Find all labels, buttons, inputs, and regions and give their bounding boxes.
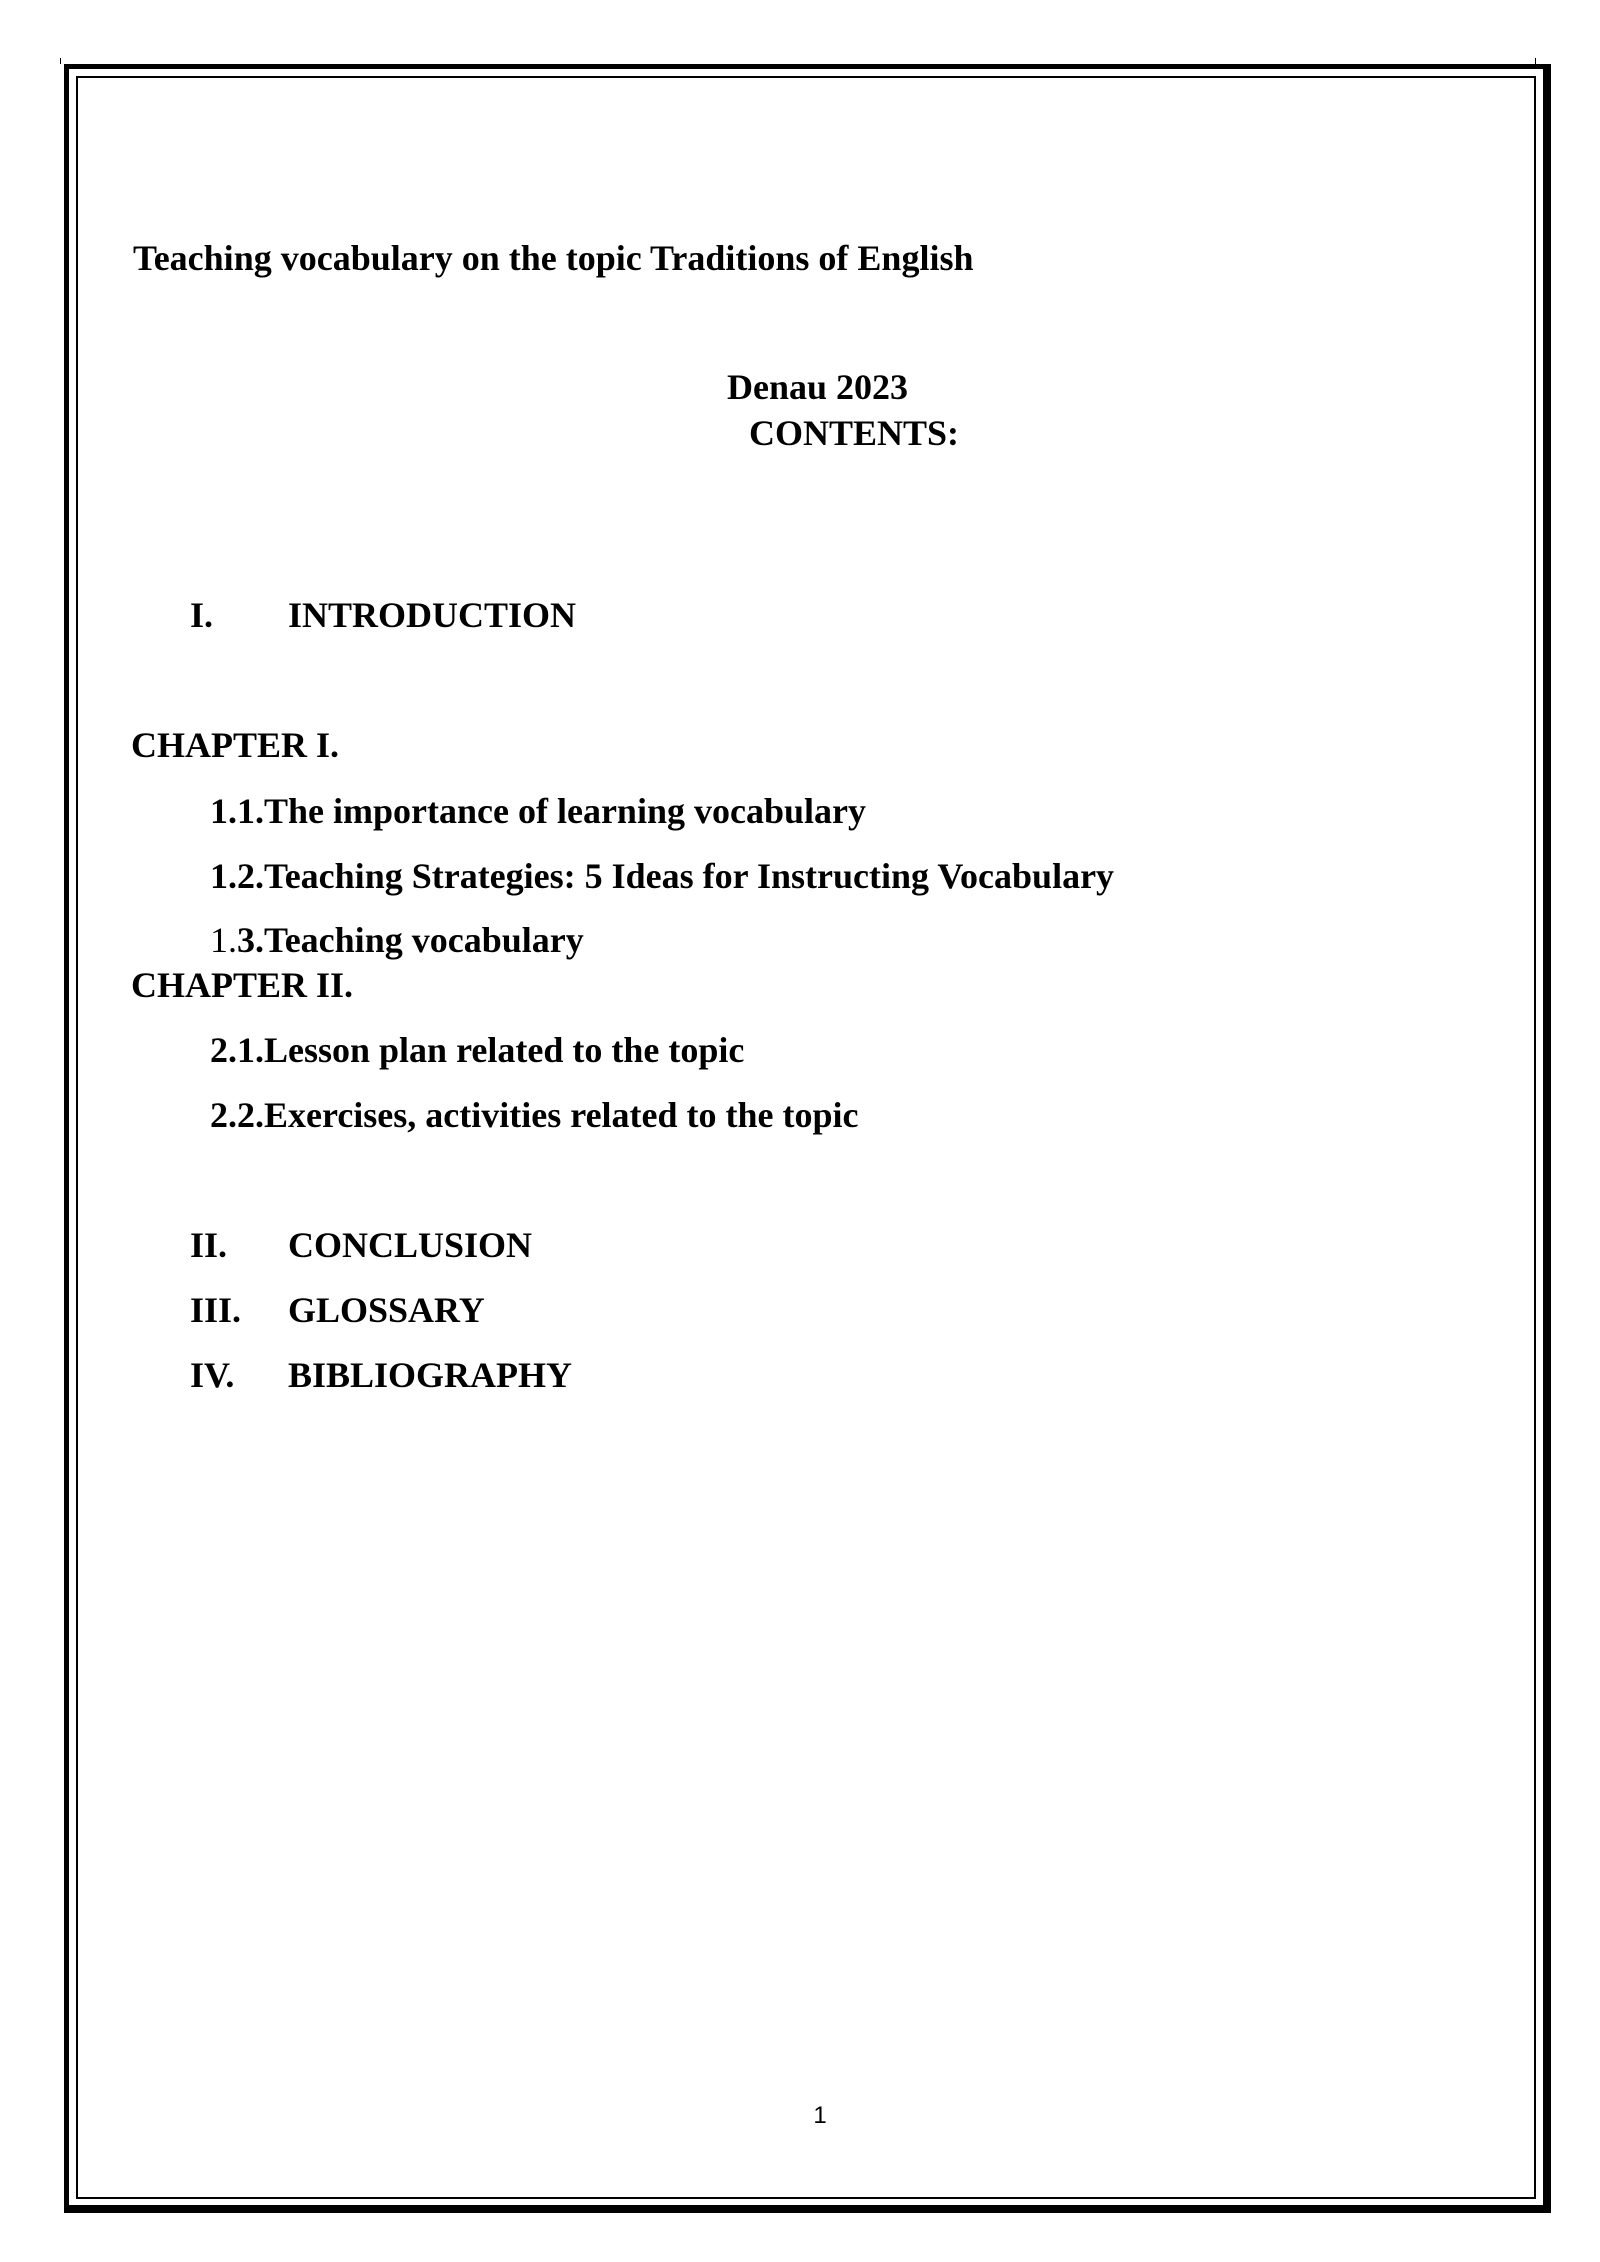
toc-subentry-number: 1.2. xyxy=(210,856,264,896)
toc-subentry-label: The importance of learning vocabulary xyxy=(264,791,866,831)
toc-subentry-label: Teaching vocabulary xyxy=(264,920,584,960)
toc-subentry-number-bold: 3. xyxy=(237,920,264,960)
place-year: Denau 2023 xyxy=(727,367,909,407)
toc-entry-label: CONCLUSION xyxy=(288,1225,533,1265)
toc-subentry-number: 1.1. xyxy=(210,791,264,831)
toc-entry-label: BIBLIOGRAPHY xyxy=(288,1355,573,1395)
toc-subentry-number: 2.2. xyxy=(210,1095,264,1135)
page-number: 1 xyxy=(813,2102,827,2129)
toc-subentry-number: 2.1. xyxy=(210,1030,264,1070)
toc-subentry-1-2 xyxy=(210,858,1114,894)
toc-subentry-label: Teaching Strategies: 5 Ideas for Instructing Vocabulary xyxy=(264,856,1115,896)
toc-entry-number: III. xyxy=(190,1290,242,1330)
toc-entry-label: GLOSSARY xyxy=(288,1290,485,1330)
toc-entry-number: II. xyxy=(190,1225,228,1265)
toc-entry-label: INTRODUCTION xyxy=(288,595,577,635)
toc-entry-number: IV. xyxy=(190,1355,235,1395)
toc-subentry-1-3 xyxy=(210,922,584,958)
toc-subentry-label: Exercises, activities related to the topic xyxy=(264,1095,859,1135)
toc-subentry-2-2 xyxy=(210,1097,859,1133)
toc-entry-number: I. xyxy=(190,595,214,635)
toc-subentry-2-1 xyxy=(210,1032,744,1068)
corner-mark-left xyxy=(60,58,61,64)
contents-heading: CONTENTS: xyxy=(749,413,960,453)
toc-subentry-1-1 xyxy=(210,793,866,829)
chapter-1-heading: CHAPTER I. xyxy=(131,725,340,765)
toc-subentry-number: 1. xyxy=(210,920,237,960)
document-title: Teaching vocabulary on the topic Traditions of English xyxy=(133,238,974,278)
toc-subentry-label: Lesson plan related to the topic xyxy=(264,1030,745,1070)
chapter-2-heading: CHAPTER II. xyxy=(131,965,354,1005)
